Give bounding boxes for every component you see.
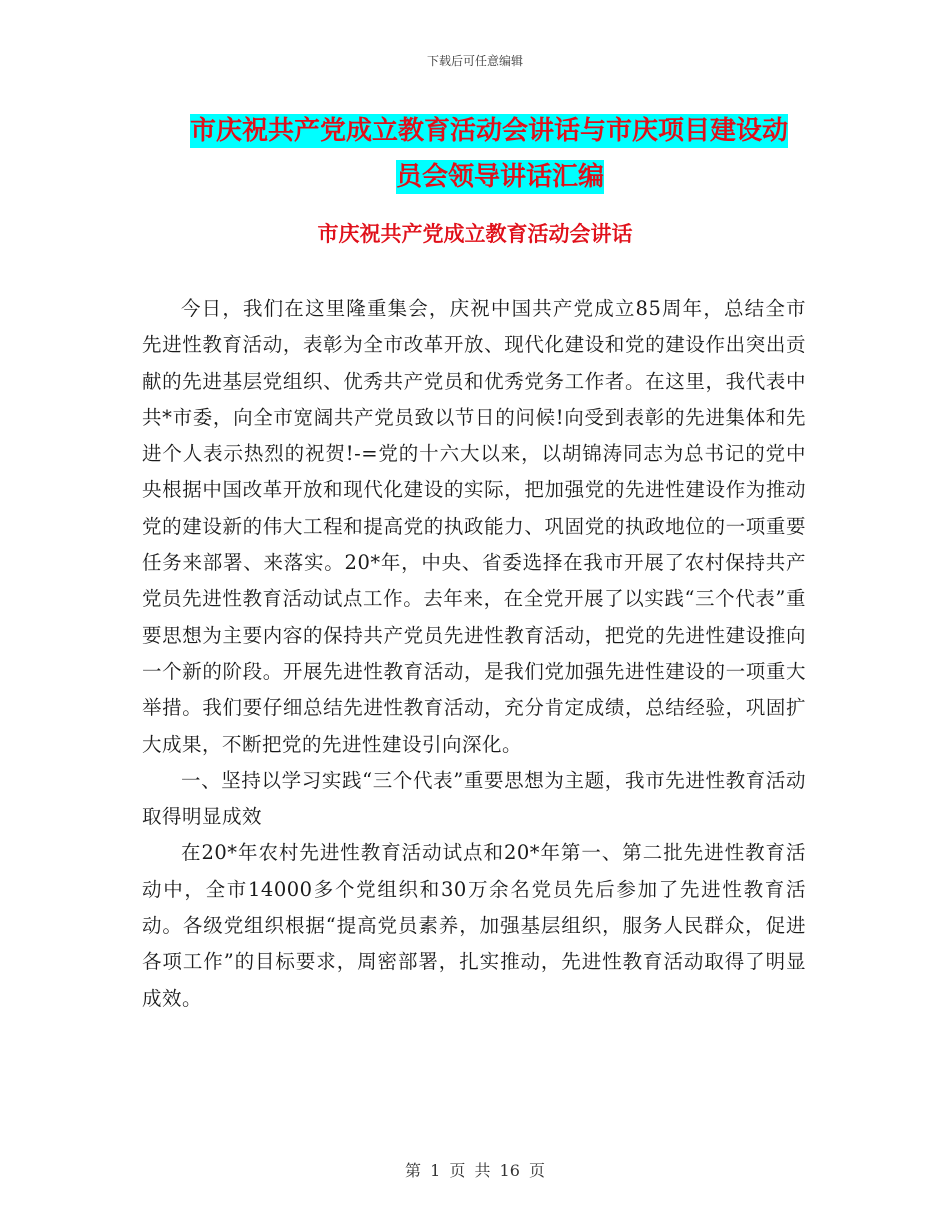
body-text (142, 291, 806, 1017)
header-note: 下载后可任意编辑 (426, 54, 523, 68)
section-title: 市庆祝共产党成立教育活动会讲话 (317, 222, 633, 246)
paragraph: 今日，我们在这里隆重集会，庆祝中国共产党成立85周年，总结全市先进性教育活动，表彰为全市改革开放、现代化建设和党的建设作出突出贡献的先进基层党组织、优秀共产党员和优秀党务工作者。在这里，我代表中共*市委，向全市宽阔共产党员致以节日的问候!向受到表彰的先进集体和先进个人表示热烈的祝贺!-=党的十六大以来，以胡锦涛同志为总书记的党中央根据中国改革开放和现代化建设的实际，把加强党的先进性建设作为推动党的建设新的伟大工程和提高党的执政能力、巩固党的执政地位的一项重要任务来部署、来落实。20*年，中央、省委选择在我市开展了农村保持共产党员先进性教育活动试点工作。去年来，在全党开展了以实践“三个代表”重要思想为主要内容的保持共产党员先进性教育活动，把党的先进性建设推向一个新的阶段。开展先进性教育活动，是我们党加强先进性建设的一项重大举措。我们要仔细总结先进性教育活动，充分肯定成绩，总结经验，巩固扩大成果，不断把党的先进性建设引向深化。 (142, 297, 806, 756)
paragraph: 一、坚持以学习实践“三个代表”重要思想为主题，我市先进性教育活动取得明显成效 (142, 768, 806, 829)
document-title (190, 108, 810, 200)
paragraph: 在20*年农村先进性教育活动试点和20*年第一、第二批先进性教育活动中，全市14000多个党组织和30万余名党员先后参加了先进性教育活动。各级党组织根据“提高党员素养，加强基层组织，服务人民群众，促进各项工作”的目标要求，周密部署，扎实推动，先进性教育活动取得了明显成效。 (142, 841, 806, 1010)
title-line-2: 员会领导讲话汇编 (395, 162, 604, 192)
page-footer: 第 1 页 共 16 页 (405, 1161, 545, 1180)
title-line-1: 市庆祝共产党成立教育活动会讲话与市庆项目建设动 (190, 116, 789, 146)
